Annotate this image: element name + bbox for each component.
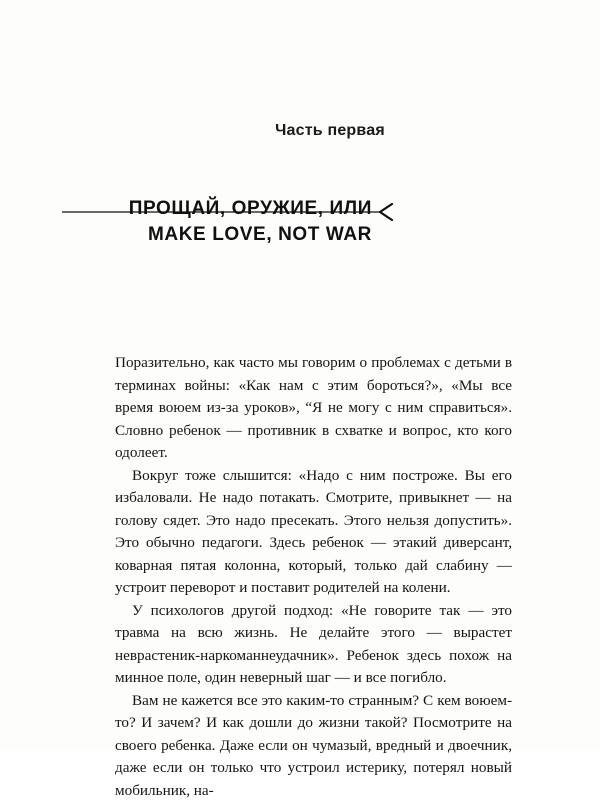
chapter-title-line-1: ПРОЩАЙ, ОРУЖИЕ, ИЛИ <box>129 198 372 220</box>
paragraph-3: У психологов другой подход: «Не говорите так — это травма на всю жизнь. Не делайте этого — вырастет неврастеник-наркоманнеудачник». Ребенок здесь похож на минное поле, один неверный шаг — и все погибло. <box>115 600 512 690</box>
body-text <box>115 352 512 802</box>
arrow-head <box>380 204 392 220</box>
chapter-title-line-2: MAKE LOVE, NOT WAR <box>148 224 372 246</box>
paragraph-4: Вам не кажется все это каким-то странным? С кем воюем-то? И зачем? И как дошли до жизни такой? Посмотрите на своего ребенка. Даже если он чумазый, вредный и двоечник, даже если он только что устроил истерику, потерял новый мобильник, на- <box>115 690 512 802</box>
paragraph-2: Вокруг тоже слышится: «Надо с ним построже. Вы его избаловали. Не надо потакать. Смотрите, привыкнет — на голову сядет. Это надо пресекать. Этого нельзя допустить». Это обычно педагоги. Здесь ребенок — этакий диверсант, коварная пятая колонна, который, только дай слабину — устроит переворот и поставит родителей на колени. <box>115 465 512 600</box>
paragraph-1: Поразительно, как часто мы говорим о проблемах с детьми в терминах войны: «Как нам с этим бороться?», «Мы все время воюем из-за уроков», “Я не могу с ним справиться». Словно ребенок — противник в схватке и вопрос, кто кого одолеет. <box>115 352 512 465</box>
part-label: Часть первая <box>230 122 430 140</box>
